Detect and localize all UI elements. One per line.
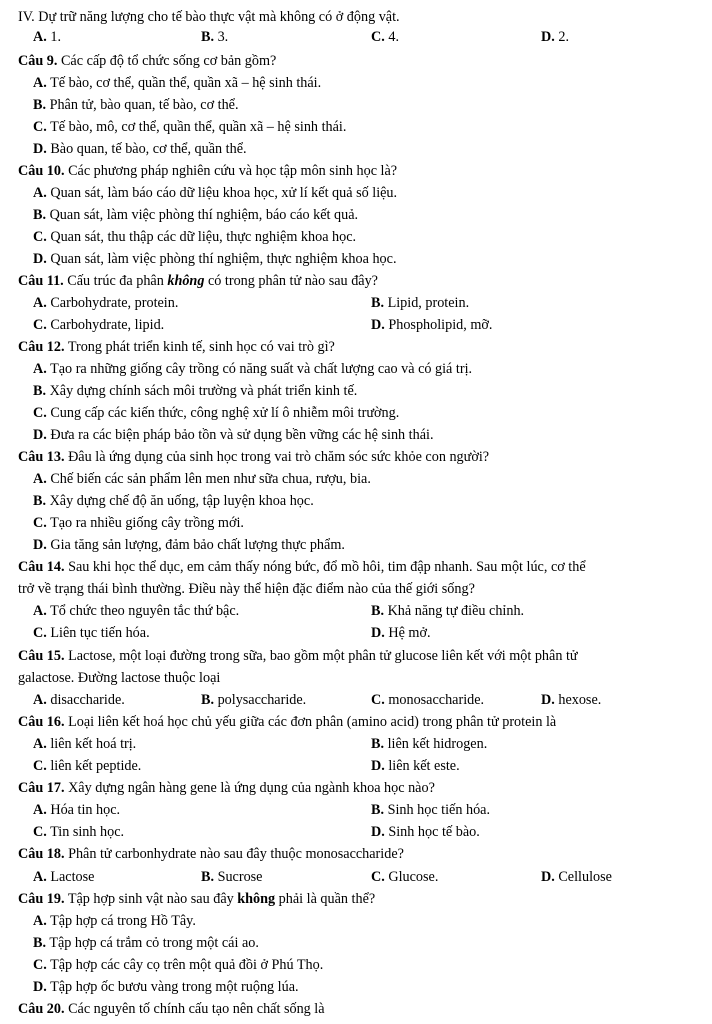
q9-option-b: B. Phân tử, bào quan, tế bào, cơ thể.	[33, 97, 239, 113]
question-14: Câu 14. Sau khi học thể dục, em cảm thấy nóng bức, đổ mồ hôi, tim đập nhanh. Sau một lúc, cơ thể	[18, 559, 586, 575]
q13-option-b: B. Xây dựng chế độ ăn uống, tập luyện khoa học.	[33, 493, 314, 509]
q19-option-d: D. Tập hợp ốc bươu vàng trong một ruộng lúa.	[33, 979, 299, 995]
question-17: Câu 17. Xây dựng ngân hàng gene là ứng dụng của ngành khoa học nào?	[18, 780, 435, 796]
question-15: Câu 15. Lactose, một loại đường trong sữa, bao gồm một phân tử glucose liên kết với một phân tử	[18, 648, 578, 664]
q17-option-d: D. Sinh học tế bào.	[371, 824, 480, 840]
q14-option-a: A. Tổ chức theo nguyên tắc thứ bậc.	[33, 603, 240, 619]
q12-option-a: A. Tạo ra những giống cây trồng có năng suất và chất lượng cao và có giá trị.	[33, 361, 473, 377]
q16-option-c: C. liên kết peptide.	[33, 758, 142, 774]
intro-option-c: C. 4.	[371, 29, 399, 45]
q14-option-d: D. Hệ mở.	[371, 625, 431, 641]
question-9: Câu 9. Các cấp độ tổ chức sống cơ bản gồm?	[18, 53, 277, 69]
q13-option-a: A. Chế biến các sản phẩm lên men như sữa chua, rượu, bia.	[33, 471, 371, 487]
q10-option-c: C. Quan sát, thu thập các dữ liệu, thực nghiệm khoa học.	[33, 229, 357, 245]
intro-option-b: B. 3.	[201, 29, 229, 45]
q12-option-c: C. Cung cấp các kiến thức, công nghệ xử lí ô nhiễm môi trường.	[33, 405, 400, 421]
question-18: Câu 18. Phân tử carbonhydrate nào sau đây thuộc monosaccharide?	[18, 846, 404, 862]
q19-option-c: C. Tập hợp các cây cọ trên một quả đồi ở Phú Thọ.	[33, 957, 324, 973]
q16-option-d: D. liên kết este.	[371, 758, 460, 774]
q13-option-c: C. Tạo ra nhiều giống cây trồng mới.	[33, 515, 244, 531]
q12-option-d: D. Đưa ra các biện pháp bảo tồn và sử dụng bền vững các hệ sinh thái.	[33, 427, 434, 443]
q9-option-a: A. Tế bào, cơ thể, quần thể, quần xã – hệ sinh thái.	[33, 75, 322, 91]
q10-option-a: A. Quan sát, làm báo cáo dữ liệu khoa học, xử lí kết quả số liệu.	[33, 185, 398, 201]
q9-option-c: C. Tế bào, mô, cơ thể, quần thể, quần xã – hệ sinh thái.	[33, 119, 347, 135]
q15-option-c: C. monosaccharide.	[371, 692, 485, 708]
q11-option-c: C. Carbohydrate, lipid.	[33, 317, 165, 333]
q14-option-b: B. Khả năng tự điều chỉnh.	[371, 603, 525, 619]
q15-option-b: B. polysaccharide.	[201, 692, 307, 708]
question-13: Câu 13. Đâu là ứng dụng của sinh học trong vai trò chăm sóc sức khỏe con người?	[18, 449, 490, 465]
q10-option-d: D. Quan sát, làm việc phòng thí nghiệm, thực nghiệm khoa học.	[33, 251, 397, 267]
q16-option-b: B. liên kết hidrogen.	[371, 736, 488, 752]
question-11: Câu 11. Cấu trúc đa phân không có trong phân tử nào sau đây?	[18, 273, 378, 289]
q10-option-b: B. Quan sát, làm việc phòng thí nghiệm, báo cáo kết quả.	[33, 207, 359, 223]
q17-option-c: C. Tin sinh học.	[33, 824, 125, 840]
q15-option-a: A. disaccharide.	[33, 692, 125, 708]
q13-option-d: D. Gia tăng sản lượng, đảm bảo chất lượng thực phẩm.	[33, 537, 345, 553]
q12-option-b: B. Xây dựng chính sách môi trường và phát triển kinh tế.	[33, 383, 358, 399]
q17-option-a: A. Hóa tin học.	[33, 802, 121, 818]
statement-iv: IV. Dự trữ năng lượng cho tế bào thực vật mà không có ở động vật.	[18, 9, 400, 25]
question-10: Câu 10. Các phương pháp nghiên cứu và học tập môn sinh học là?	[18, 163, 398, 179]
question-15-cont: galactose. Đường lactose thuộc loại	[18, 670, 221, 686]
question-19: Câu 19. Tập hợp sinh vật nào sau đây không phải là quần thể?	[18, 891, 376, 907]
intro-option-d: D. 2.	[541, 29, 569, 45]
q15-option-d: D. hexose.	[541, 692, 602, 708]
q14-option-c: C. Liên tục tiến hóa.	[33, 625, 150, 641]
intro-option-a: A. 1.	[33, 29, 61, 45]
q11-option-a: A. Carbohydrate, protein.	[33, 295, 179, 311]
q19-option-b: B. Tập hợp cá trắm cỏ trong một cái ao.	[33, 935, 259, 951]
q9-option-d: D. Bào quan, tế bào, cơ thể, quần thể.	[33, 141, 247, 157]
question-20: Câu 20. Các nguyên tố chính cấu tạo nên chất sống là	[18, 1001, 325, 1017]
q19-option-a: A. Tập hợp cá trong Hồ Tây.	[33, 913, 196, 929]
q18-option-c: C. Glucose.	[371, 869, 439, 885]
q16-option-a: A. liên kết hoá trị.	[33, 736, 137, 752]
q18-option-a: A. Lactose	[33, 869, 95, 885]
q18-option-b: B. Sucrose	[201, 869, 263, 885]
q11-option-b: B. Lipid, protein.	[371, 295, 470, 311]
q18-option-d: D. Cellulose	[541, 869, 612, 885]
question-14-cont: trở về trạng thái bình thường. Điều này thể hiện đặc điểm nào của thế giới sống?	[18, 581, 475, 597]
question-16: Câu 16. Loại liên kết hoá học chủ yếu giữa các đơn phân (amino acid) trong phân tử protein là	[18, 714, 557, 730]
q17-option-b: B. Sinh học tiến hóa.	[371, 802, 491, 818]
q11-option-d: D. Phospholipid, mỡ.	[371, 317, 493, 333]
question-12: Câu 12. Trong phát triển kinh tế, sinh học có vai trò gì?	[18, 339, 335, 355]
